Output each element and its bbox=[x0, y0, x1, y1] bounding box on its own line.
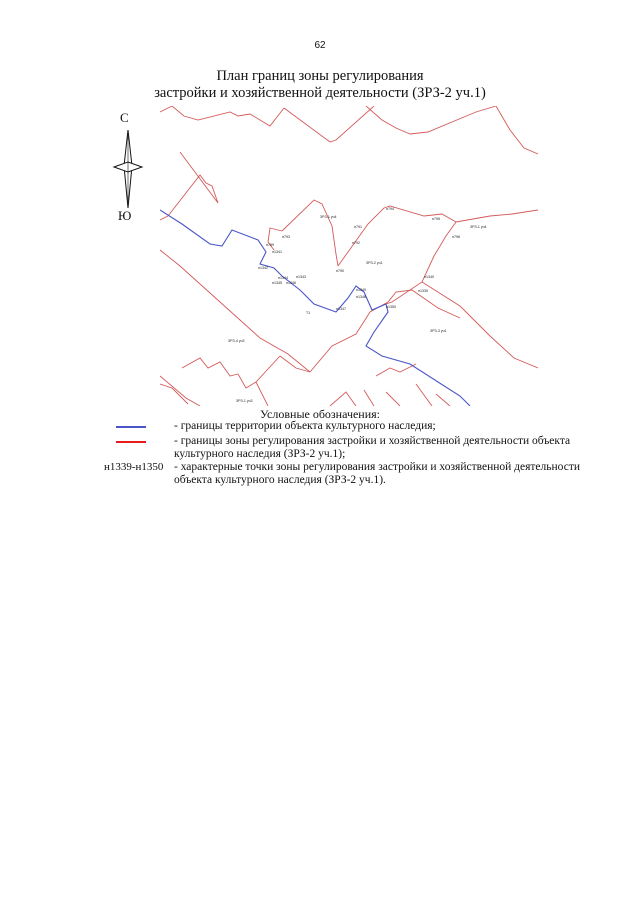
point-label: н1340 bbox=[424, 275, 434, 279]
point-label: н792 bbox=[352, 241, 360, 245]
zone-label: ЗРЗ-4 уч3 bbox=[228, 339, 245, 343]
point-label: н1349 bbox=[356, 288, 366, 292]
point-label: н794 bbox=[386, 207, 394, 211]
zone-label: ЗРЗ-1 уч3 bbox=[236, 399, 253, 403]
north-label: С bbox=[120, 110, 129, 125]
point-label: н1346 bbox=[286, 281, 296, 285]
zone-label: ЗРЗ-3 уч1 bbox=[430, 329, 447, 333]
point-label: н793 bbox=[282, 235, 290, 239]
boundary-map bbox=[160, 106, 538, 406]
page-number: 62 bbox=[314, 40, 326, 51]
point-label: н1345 bbox=[272, 281, 282, 285]
point-label: н789 bbox=[266, 243, 274, 247]
south-label: Ю bbox=[118, 208, 132, 223]
point-label: н1347 bbox=[336, 307, 346, 311]
point-label: н796 bbox=[452, 235, 460, 239]
zone-label: ЗРЗ-1 уч4 bbox=[470, 225, 487, 229]
north-arrow bbox=[108, 112, 148, 222]
legend-red-line-icon bbox=[116, 441, 146, 443]
zone-label: ЗРЗ-1 уч4 bbox=[320, 215, 337, 219]
zone-boundaries bbox=[160, 106, 538, 406]
page-title bbox=[0, 68, 640, 102]
territory-label: Т1 bbox=[306, 311, 311, 315]
title-line-1: План границ зоны регулирования bbox=[216, 68, 424, 84]
point-label: н791 bbox=[354, 225, 362, 229]
legend-blue-text: - границы территории объекта культурного наследия; bbox=[174, 420, 436, 432]
territory-boundary bbox=[160, 210, 470, 406]
legend-points-key: н1339-н1350 bbox=[104, 461, 164, 473]
zone-label: ЗРЗ-2 уч1 bbox=[366, 261, 383, 265]
point-label: н1344 bbox=[278, 276, 288, 280]
point-label: н795 bbox=[432, 217, 440, 221]
point-label: н1350 bbox=[386, 305, 396, 309]
legend-red-text-1: - границы зоны регулирования застройки и хозяйственной деятельности объекта bbox=[174, 435, 571, 447]
title-line-2: застройки и хозяйственной деятельности (ЗРЗ-2 уч.1) bbox=[154, 85, 486, 101]
legend-red-text-2: культурного наследия (ЗРЗ-2 уч.1); bbox=[174, 448, 346, 460]
legend-points-text-2: объекта культурного наследия (ЗРЗ-2 уч.1). bbox=[174, 474, 386, 486]
point-label: н1339 bbox=[418, 289, 428, 293]
legend-title: Условные обозначения: bbox=[259, 407, 381, 421]
point-label: н1341 bbox=[272, 250, 282, 254]
legend-blue-line-icon bbox=[116, 426, 146, 428]
point-label: н1342 bbox=[258, 266, 268, 270]
legend-points-text-1: - характерные точки зоны регулирования застройки и хозяйственной деятельности bbox=[174, 461, 580, 473]
point-label: н1343 bbox=[296, 275, 306, 279]
compass-rose-icon bbox=[112, 128, 146, 210]
point-label: н1348 bbox=[356, 295, 366, 299]
point-label: н790 bbox=[336, 269, 344, 273]
